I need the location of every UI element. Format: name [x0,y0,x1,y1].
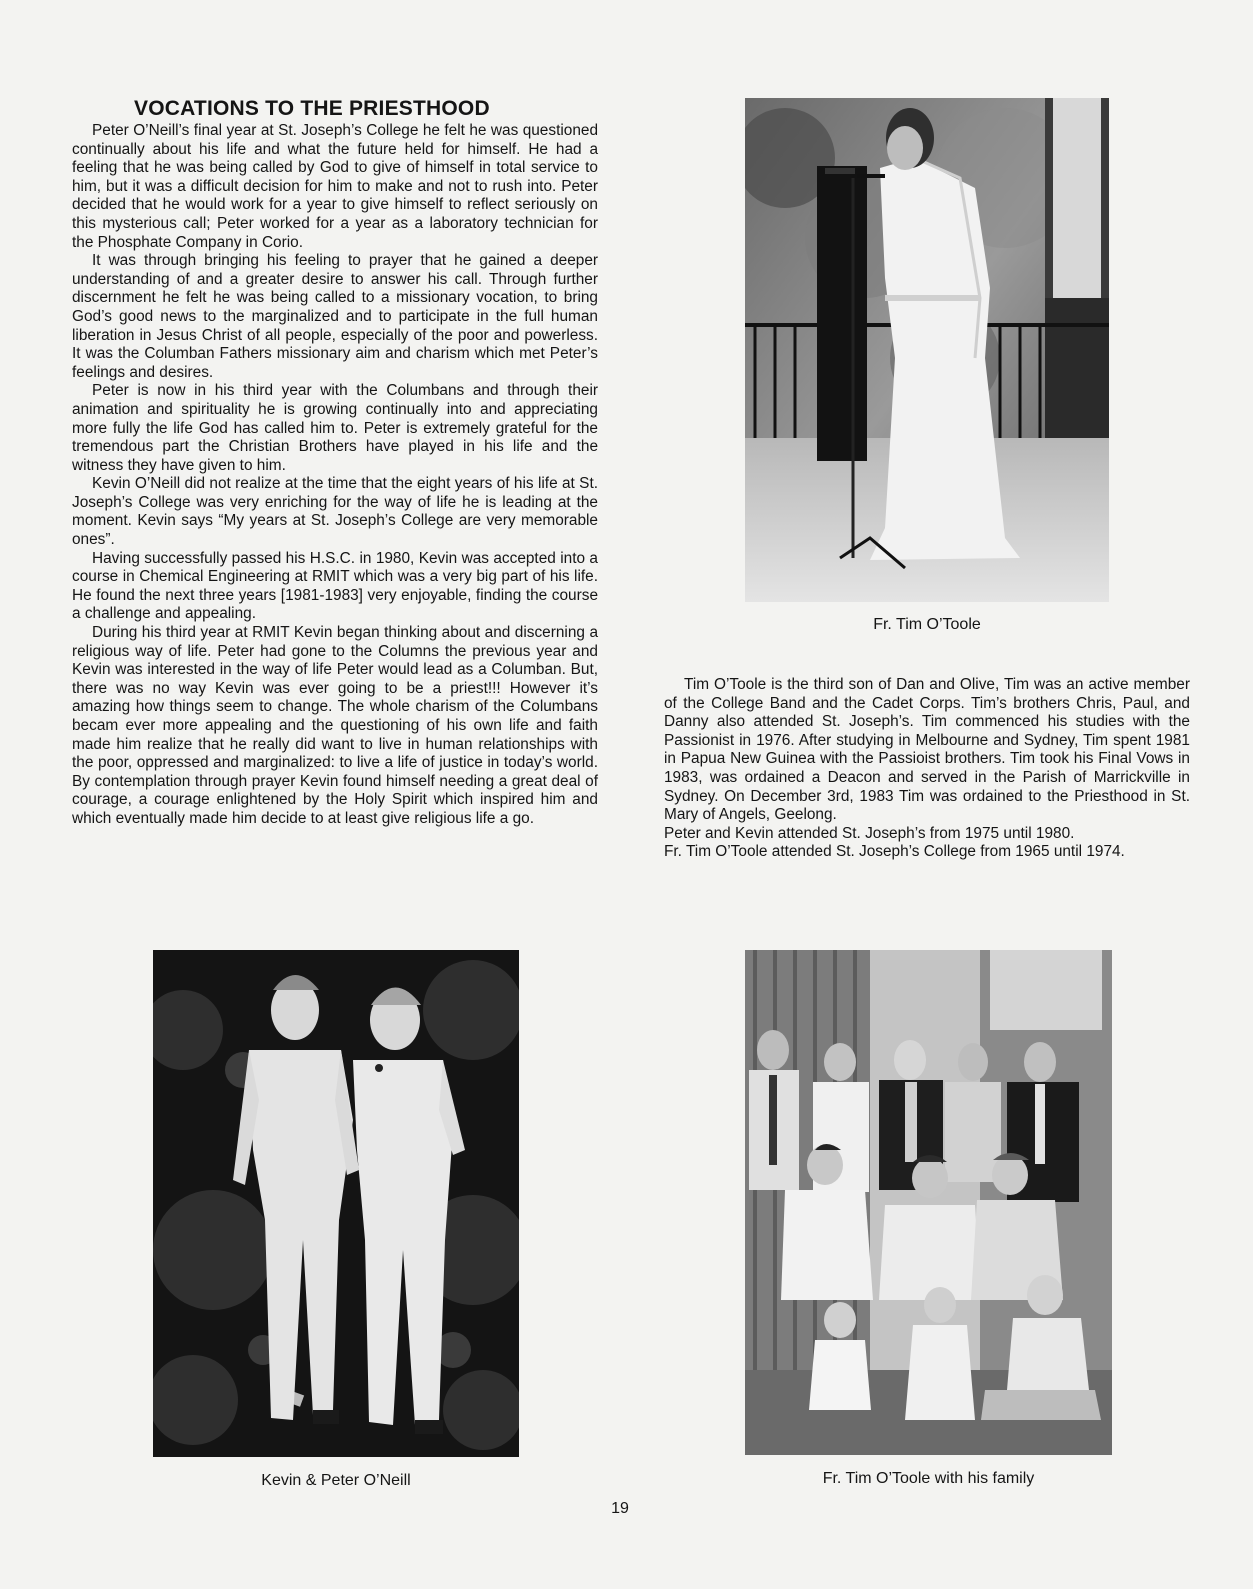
article-paragraph: Kevin O’Neill did not realize at the time that the eight years of his life at St. Joseph’s College was very enriching for the way of life he is leading at the moment. Kevin says “My years at St. Joseph’s College are very memorable ones”. [72,475,598,549]
photo-kevin-peter-oneill [153,950,519,1457]
caption-kevin-peter-oneill: Kevin & Peter O’Neill [261,1472,411,1489]
caption-otoole-family: Fr. Tim O’Toole with his family [822,1470,1035,1487]
article-paragraph: During his third year at RMIT Kevin began thinking about and discerning a religious way of life. Peter had gone to the Columns the previous year and Kevin was interested in the way of life Peter would lead as a Columban. But, there was no way Kevin was ever going to be a priest!!! However it’s amazing how things seem to change. The whole charism of the Columbans becam ever more appealing and the questioning of his own life and faith made him realize that he really did want to live in human relationships with the poor, oppressed and marginalized: to live a life of justice in today’s world. By contemplation through prayer Kevin found himself needing a great deal of courage, a courage enlightened by the Holy Spirit which inspired him and which eventually made him decide to at least give religious life a go. [72,624,598,827]
photo-tim-otoole [745,98,1109,602]
article-paragraph: Peter O’Neill’s final year at St. Joseph’s College he felt he was questioned continually about his life and what the future held for himself. He had a feeling that he was being called by God to give of himself in total service to him, but it was a difficult decision for him to make and not to rush into. Peter decided that he would work for a year to give himself to reflect seriously on this mysterious call; Peter worked for a year as a laboratory technician for the Phosphate Company in Corio. [72,122,598,251]
article-paragraph: Having successfully passed his H.S.C. in 1980, Kevin was accepted into a course in Chemical Engineering at RMIT which was a very big part of his life. He found the next three years [1981-1983] very enjoyable, finding the course a challenge and appealing. [72,549,598,623]
sidebar-paragraph: Tim O’Toole is the third son of Dan and Olive, Tim was an active member of the College Band and the Cadet Corps. Tim’s brothers Chris, Paul, and Danny also attended St. Joseph’s. Tim commenced his studies with the Passionist in 1976. After studying in Melbourne and Sydney, Tim spent 1981 in Papua New Guinea with the Passioist brothers. Tim took his Final Vows in 1983, was ordained a Deacon and served in the Parish of Marrickville in Sydney. On December 3rd, 1983 Tim was ordained to the Priesthood in St. Mary of Angels, Geelong. [664,676,1190,824]
article-paragraph: It was through bringing his feeling to prayer that he gained a deeper understanding of and a greater desire to answer his call. Through further discernment he felt he was being called to a missionary vocation, to bring God’s good news to the marginalized and to participate in the full human liberation in Jesus Christ of all people, especially of the poor and powerless. It was the Columban Fathers missionary aim and charism which met Peter’s feelings and desires. [72,252,598,381]
article-paragraph: Peter is now in his third year with the Columbans and through their animation and spirituality he is growing continually into and appreciating more fully the life God has called him to. Peter is extremely grateful for the tremendous part the Christian Brothers have played in his life and the witness they have given to him. [72,382,598,474]
article-title: VOCATIONS TO THE PRIESTHOOD [134,97,490,120]
sidebar-body [664,676,1190,862]
article-body [72,122,598,829]
photo-otoole-family [745,950,1112,1455]
page-number: 19 [611,1500,629,1517]
sidebar-paragraph: Fr. Tim O’Toole attended St. Joseph’s College from 1965 until 1974. [664,843,1125,861]
caption-tim-otoole: Fr. Tim O’Toole [873,616,981,633]
sidebar-paragraph: Peter and Kevin attended St. Joseph’s from 1975 until 1980. [664,824,1075,842]
